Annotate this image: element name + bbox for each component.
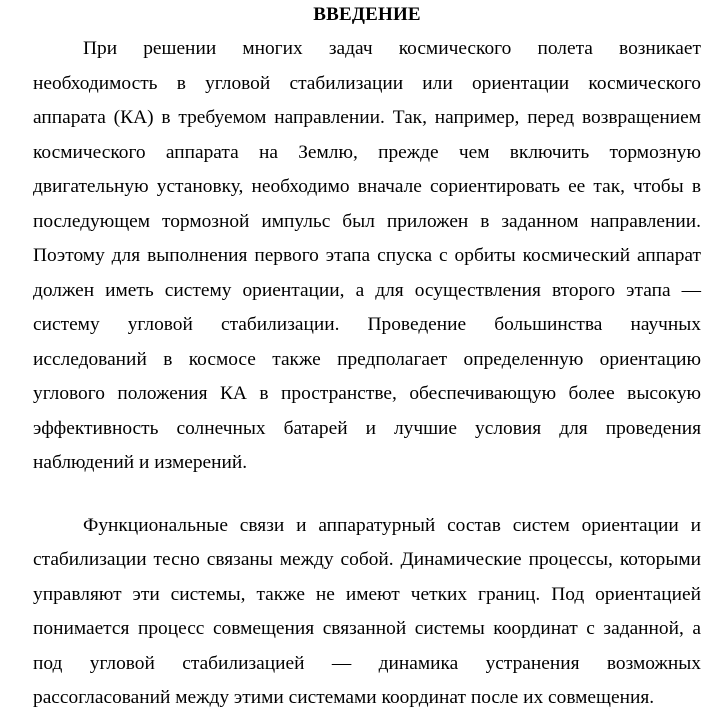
paragraph-line: систему угловой стабилизации. Проведение большинства научных — [33, 314, 701, 335]
paragraph-2 — [33, 509, 701, 716]
paragraph-line: При решении многих задач космического полета возникает — [83, 38, 701, 59]
paragraph-line: углового положения КА в пространстве, обеспечивающую более высокую — [33, 383, 701, 404]
paragraph-line: последующем тормозной импульс был приложен в заданном направлении. — [33, 210, 701, 232]
paragraph-line: исследований в космосе также предполагает определенную ориентацию — [33, 348, 701, 370]
paragraph-line: космического аппарата на Землю, прежде чем включить тормозную — [33, 141, 701, 163]
paragraph-line: двигательную установку, необходимо вначале сориентировать ее так, чтобы в — [33, 176, 701, 197]
paragraph-line: под угловой стабилизацией — динамика устранения возможных — [33, 652, 701, 674]
paragraph-gap — [33, 481, 701, 509]
paragraph-line: понимается процесс совмещения связанной системы координат с заданной, а — [33, 618, 701, 639]
document-title: ВВЕДЕНИЕ — [313, 4, 421, 25]
paragraph-line: наблюдений и измерений. — [33, 452, 248, 473]
document-page — [33, 0, 701, 716]
paragraph-line: эффективность солнечных батарей и лучшие условия для проведения — [33, 417, 701, 439]
paragraph-line: Поэтому для выполнения первого этапа спуска с орбиты космический аппарат — [33, 245, 701, 266]
paragraph-line: должен иметь систему ориентации, а для осуществления второго этапа — — [33, 279, 701, 301]
paragraph-line: стабилизации тесно связаны между собой. Динамические процессы, которыми — [33, 549, 701, 570]
paragraph-line: Функциональные связи и аппаратурный состав систем ориентации и — [83, 514, 701, 536]
paragraph-line: необходимость в угловой стабилизации или ориентации космического — [33, 72, 701, 94]
paragraph-line: рассогласований между этими системами координат после их совмещения. — [33, 687, 655, 708]
paragraph-line: аппарата (КА) в требуемом направлении. Так, например, перед возвращением — [33, 107, 701, 128]
paragraph-line: управляют эти системы, также не имеют четких границ. Под ориентацией — [33, 583, 701, 605]
paragraph-1 — [33, 32, 701, 481]
